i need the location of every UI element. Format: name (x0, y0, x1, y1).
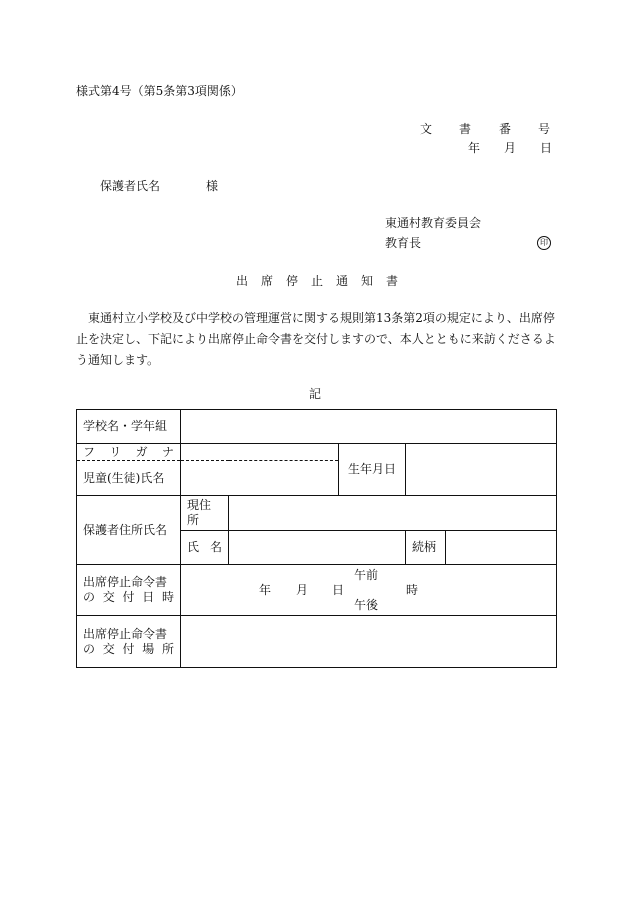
notice-body: 東通村立小学校及び中学校の管理運営に関する規則第13条第2項の規定により、出席停止を決定し、下記により出席停止命令書を交付しますので、本人とともに来訪くださるよう通知します。 (76, 311, 556, 367)
relation-value (446, 531, 557, 565)
address-label: 現住所 (181, 496, 229, 531)
address-value (229, 496, 557, 531)
school-value (181, 410, 557, 444)
student-name-value (181, 461, 339, 496)
issuer-org: 東通村教育委員会 (385, 216, 482, 230)
form-label: 様式第4号（第5条第3項関係） (76, 84, 243, 98)
guardian-name-label: 氏 名 (181, 531, 229, 565)
relation-label: 続柄 (406, 531, 446, 565)
furigana-label: フ リ ガ ナ (77, 444, 181, 461)
notice-table (76, 409, 557, 668)
delivery-place-label: 出席停止命令書 の 交 付 場 所 (77, 616, 181, 668)
birth-date-value (406, 444, 557, 496)
student-name-label: 児童(生徒)氏名 (77, 461, 181, 496)
addressee-honorific: 様 (206, 179, 219, 193)
issuer-title: 教育長 (385, 236, 422, 250)
guardian-label: 保護者住所氏名 (77, 496, 181, 565)
delivery-datetime-value: 年 月 日 午前 午後 時 (181, 565, 557, 616)
guardian-name-value (229, 531, 406, 565)
delivery-datetime-label: 出席停止命令書 の 交 付 日 時 (77, 565, 181, 616)
addressee-label: 保護者氏名 (100, 179, 161, 193)
school-label: 学校名・学年組 (77, 410, 181, 444)
notice-page: 様式第4号（第5条第3項関係） 文 書 番 号 年 月 日 保護者氏名 様 東通村教育委員会 教育長 印 出 席 停 止 通 知 書 東通村立小学校及び中学校の管理運営に関する規則第13条第2項の規定により、出席停止を決定し、下記により出席停止命令書を交付しますので、本人とともに来訪くださるよう通知します。 記 学校名・学年組 フ リ ガ ナ 生年月日 児童(生徒)氏名 保護者住所氏名 現住所 氏 名 続柄 出席停止命令書 の 交 付 日 時 年 月 日 午前 午後 時 出席停止命令書 の 交 付 場 所 (0, 0, 630, 915)
delivery-place-value (181, 616, 557, 668)
birth-date-label: 生年月日 (339, 444, 406, 496)
ki-label: 記 (309, 387, 322, 401)
seal-icon: 印 (537, 236, 551, 250)
furigana-value (181, 444, 339, 461)
